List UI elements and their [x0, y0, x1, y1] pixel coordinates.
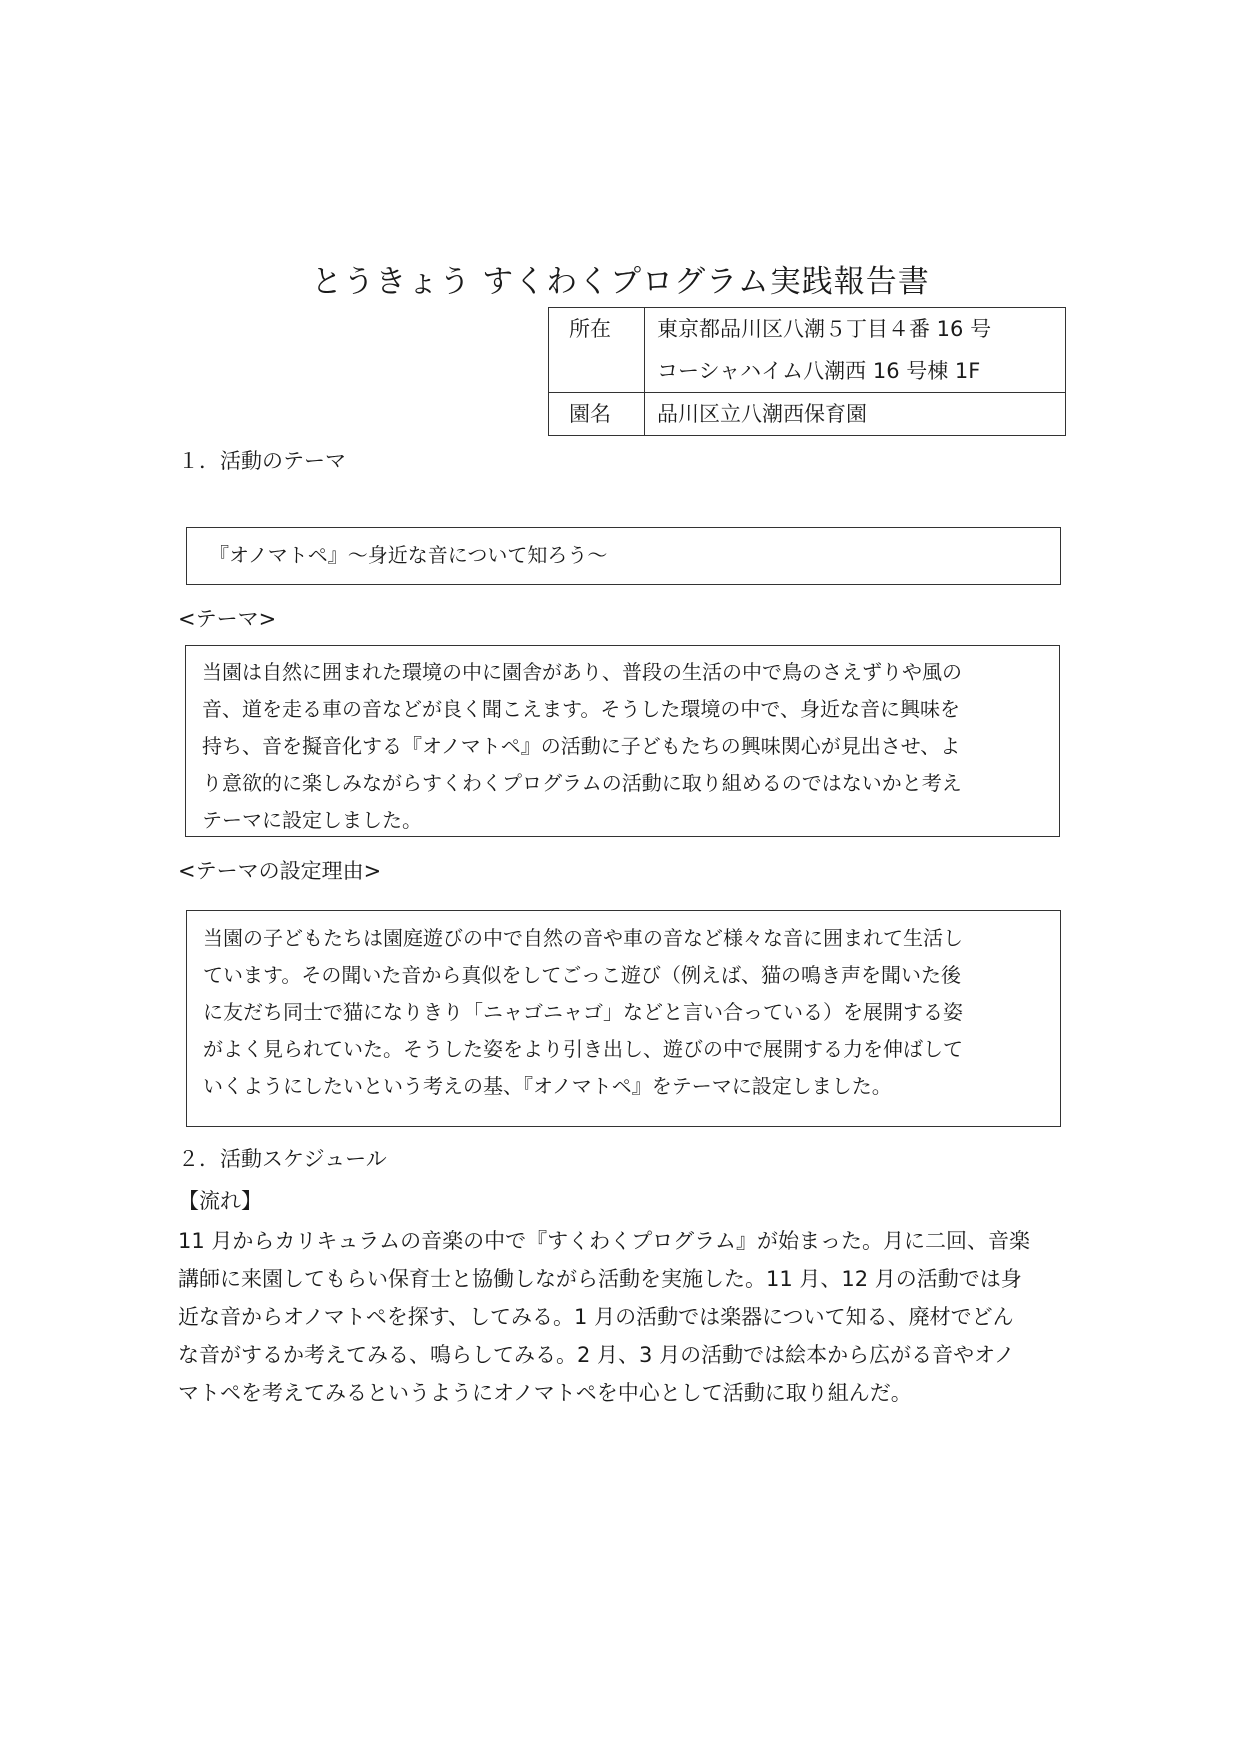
flow-line: マトペを考えてみるというようにオノマトペを中心として活動に取り組んだ。: [178, 1381, 912, 1405]
flow-line: 11 月からカリキュラムの音楽の中で『すくわくプログラム』が始まった。月に二回、音楽: [178, 1229, 1030, 1253]
location-row: [549, 308, 1066, 393]
reason-description-line: 当園の子どもたちは園庭遊びの中で自然の音や車の音など様々な音に囲まれて生活し: [203, 926, 963, 950]
theme-heading: <テーマ>: [178, 607, 277, 631]
theme-description-line: り意欲的に楽しみながらすくわくプログラムの活動に取り組めるのではないかと考え: [202, 771, 962, 795]
theme-description-line: 持ち、音を擬音化する『オノマトペ』の活動に子どもたちの興味関心が見出させ、よ: [202, 734, 961, 758]
reason-description-box: [186, 910, 1061, 1127]
theme-title-box: [186, 527, 1061, 585]
theme-description-line: 音、道を走る車の音などが良く聞こえます。そうした環境の中で、身近な音に興味を: [202, 697, 960, 721]
flow-heading: 【流れ】: [178, 1189, 262, 1213]
facility-name-label: 園名: [549, 393, 645, 436]
location-line-2: コーシャハイム八潮西 16 号棟 1F: [657, 359, 981, 383]
page-title: とうきょう すくわくプログラム実践報告書: [311, 264, 930, 300]
flow-line: 近な音からオノマトペを探す、してみる。1 月の活動では楽器について知る、廃材でどん: [178, 1305, 1014, 1329]
facility-name-row: [549, 393, 1066, 436]
theme-description-box: [185, 645, 1060, 837]
theme-title: 『オノマトペ』～身近な音について知ろう～: [209, 543, 608, 567]
facility-info-table: [548, 307, 1066, 436]
flow-line: な音がするか考えてみる、鳴らしてみる。2 月、3 月の活動では絵本から広がる音やオノ: [178, 1343, 1015, 1367]
location-label: 所在: [549, 308, 645, 393]
reason-description-line: がよく見られていた。そうした姿をより引き出し、遊びの中で展開する力を伸ばして: [203, 1037, 963, 1061]
theme-description-line: テーマに設定しました。: [202, 808, 422, 832]
location-value: [645, 308, 1066, 393]
section2-heading: ２．活動スケジュール: [178, 1147, 387, 1171]
theme-description-line: 当園は自然に囲まれた環境の中に園舎があり、普段の生活の中で鳥のさえずりや風の: [202, 660, 962, 684]
reason-description-line: ています。その聞いた音から真似をしてごっこ遊び（例えば、猫の鳴き声を聞いた後: [203, 963, 961, 987]
flow-paragraph: [178, 1222, 1030, 1412]
reason-description-line: いくようにしたいという考えの基、『オノマトペ』をテーマに設定しました。: [203, 1074, 892, 1098]
facility-name-value: 品川区立八潮西保育園: [645, 393, 1066, 436]
section1-heading: １．活動のテーマ: [178, 449, 346, 473]
reason-description-line: に友だち同士で猫になりきり「ニャゴニャゴ」などと言い合っている）を展開する姿: [203, 1000, 963, 1024]
location-line-1: 東京都品川区八潮５丁目４番 16 号: [657, 317, 992, 341]
reason-heading: <テーマの設定理由>: [178, 859, 382, 883]
flow-line: 講師に来園してもらい保育士と協働しながら活動を実施した。11 月、12 月の活動では身: [178, 1267, 1022, 1291]
